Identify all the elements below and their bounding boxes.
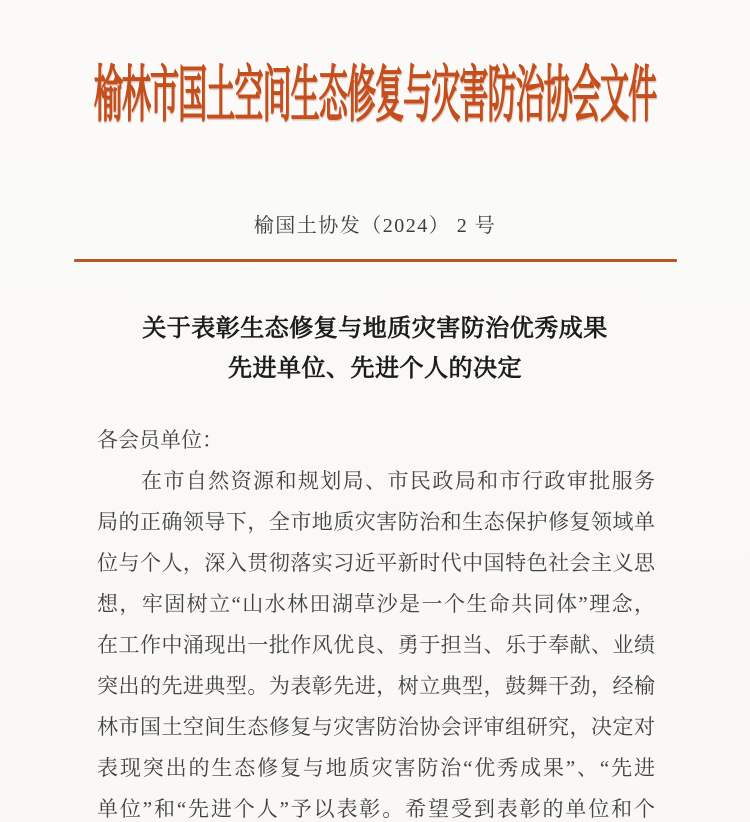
document-title-line2: 先进单位、先进个人的决定 (228, 356, 522, 382)
body-paragraph (97, 461, 655, 822)
body-line: 想，牢固树立“山水林田湖草沙是一个生命共同体”理念， (97, 592, 655, 616)
salutation: 各会员单位： (97, 428, 223, 452)
document-title (0, 309, 750, 389)
body-line: 在市自然资源和规划局、市民政局和市行政审批服务 (141, 469, 655, 493)
body-line: 林市国土空间生态修复与灾害防治协会评审组研究，决定对 (97, 715, 655, 739)
body-line: 单位”和“先进个人”予以表彰。希望受到表彰的单位和个 (97, 797, 655, 821)
body-line: 突出的先进典型。为表彰先进，树立典型，鼓舞干劲，经榆 (97, 674, 655, 698)
document-body (97, 420, 655, 822)
document-letterhead (0, 61, 750, 138)
letterhead-divider (74, 259, 677, 262)
document-title-line1: 关于表彰生态修复与地质灾害防治优秀成果 (142, 316, 608, 342)
org-title: 榆林市国土空间生态修复与灾害防治协会文件 (93, 61, 657, 130)
body-line: 在工作中涌现出一批作风优良、勇于担当、乐于奉献、业绩 (97, 633, 655, 657)
body-line: 局的正确领导下，全市地质灾害防治和生态保护修复领域单 (97, 510, 655, 534)
doc-number: 榆国土协发（2024） 2 号 (253, 215, 497, 237)
body-line: 表现突出的生态修复与地质灾害防治“优秀成果”、“先进 (97, 756, 655, 780)
body-line: 位与个人，深入贯彻落实习近平新时代中国特色社会主义思 (97, 551, 655, 575)
